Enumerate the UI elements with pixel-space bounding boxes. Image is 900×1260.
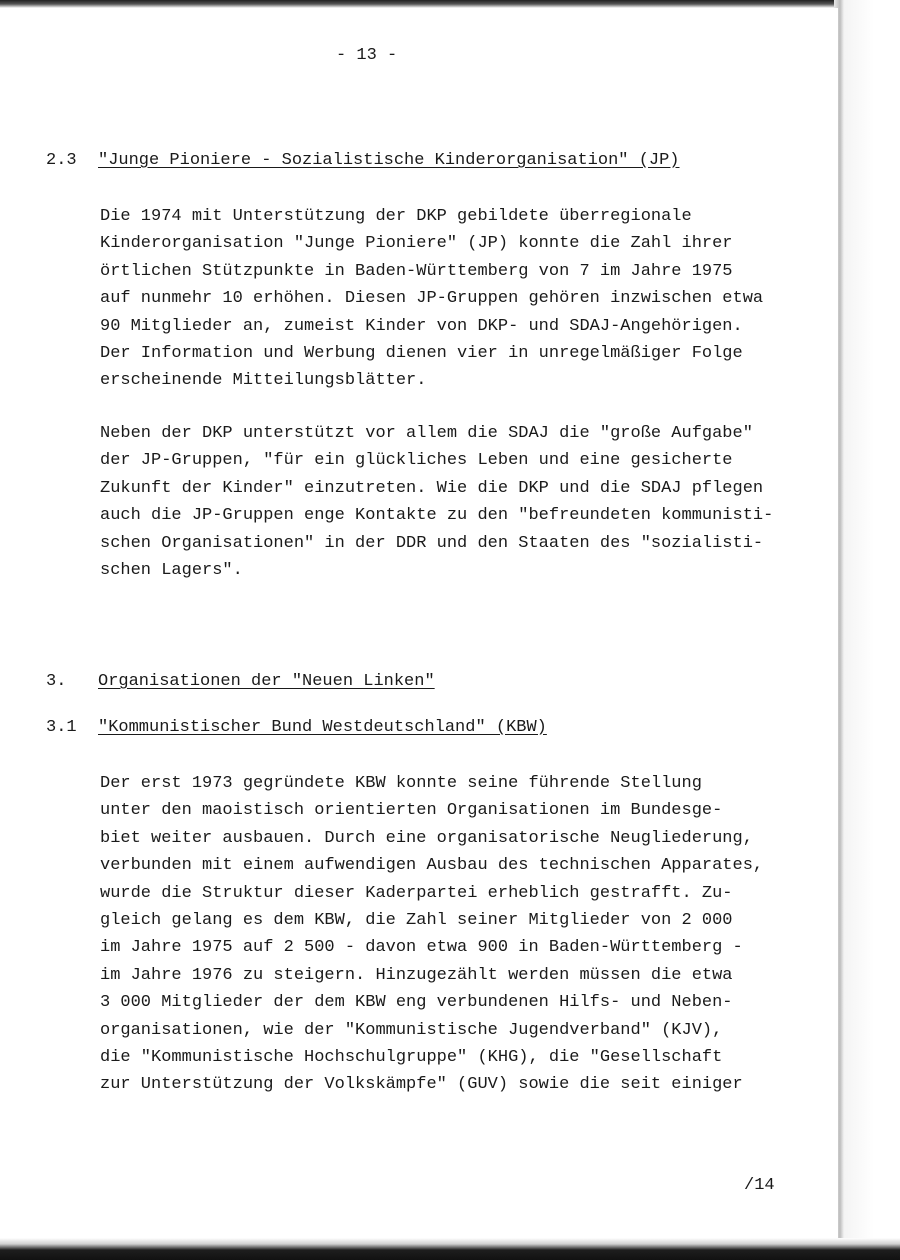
text-line: schen Lagers". xyxy=(100,561,243,581)
section-heading-3-1 xyxy=(46,718,547,737)
text-line: erscheinende Mitteilungsblätter. xyxy=(100,371,427,391)
section-heading-3 xyxy=(46,672,435,691)
section-number: 2.3 xyxy=(46,151,77,170)
text-line: Kinderorganisation "Junge Pioniere" (JP) konnte die Zahl ihrer xyxy=(100,234,733,254)
text-line: im Jahre 1975 auf 2 500 - davon etwa 900 in Baden-Württemberg - xyxy=(100,938,743,958)
text-line: Die 1974 mit Unterstützung der DKP gebildete überregionale xyxy=(100,207,692,226)
text-line: wurde die Struktur dieser Kaderpartei erheblich gestrafft. Zu- xyxy=(100,883,733,903)
scan-border-right xyxy=(834,0,900,1260)
text-line: die "Kommunistische Hochschulgruppe" (KHG), die "Gesellschaft xyxy=(100,1048,723,1068)
section-title: "Junge Pioniere - Sozialistische Kinderorganisation" (JP) xyxy=(98,151,680,170)
text-line: auf nunmehr 10 erhöhen. Diesen JP-Gruppen gehören inzwischen etwa xyxy=(100,289,764,309)
paragraph-jp-organisation xyxy=(100,203,820,395)
text-line: Der erst 1973 gegründete KBW konnte seine führende Stellung xyxy=(100,774,702,793)
text-line: im Jahre 1976 zu steigern. Hinzugezählt werden müssen die etwa xyxy=(100,965,733,985)
section-heading-2-3 xyxy=(46,151,680,170)
text-line: gleich gelang es dem KBW, die Zahl seiner Mitglieder von 2 000 xyxy=(100,911,733,931)
text-line: schen Organisationen" in der DDR und den Staaten des "sozialisti- xyxy=(100,533,764,553)
text-line: Neben der DKP unterstützt vor allem die SDAJ die "große Aufgabe" xyxy=(100,424,753,443)
scan-border-bottom xyxy=(0,1238,900,1260)
paragraph-jp-support xyxy=(100,420,820,584)
text-line: verbunden mit einem aufwendigen Ausbau des technischen Apparates, xyxy=(100,856,764,876)
text-line: organisationen, wie der "Kommunistische Jugendverband" (KJV), xyxy=(100,1020,723,1040)
scan-border-top xyxy=(0,0,900,8)
text-line: auch die JP-Gruppen enge Kontakte zu den "befreundeten kommunisti- xyxy=(100,506,774,526)
section-title: "Kommunistischer Bund Westdeutschland" (KBW) xyxy=(98,718,547,737)
text-line: Zukunft der Kinder" einzutreten. Wie die DKP und die SDAJ pflegen xyxy=(100,478,764,498)
section-number: 3. xyxy=(46,672,67,691)
section-title: Organisationen der "Neuen Linken" xyxy=(98,672,435,691)
section-number: 3.1 xyxy=(46,718,77,737)
text-line: örtlichen Stützpunkte in Baden-Württemberg von 7 im Jahre 1975 xyxy=(100,261,733,281)
text-line: 90 Mitglieder an, zumeist Kinder von DKP- und SDAJ-Angehörigen. xyxy=(100,316,743,336)
text-line: der JP-Gruppen, "für ein glückliches Leben und eine gesicherte xyxy=(100,451,733,471)
page-number: - 13 - xyxy=(336,46,398,65)
text-line: unter den maoistisch orientierten Organisationen im Bundesge- xyxy=(100,801,723,821)
document-page xyxy=(0,8,838,1244)
text-line: zur Unterstützung der Volkskämpfe" (GUV) sowie die seit einiger xyxy=(100,1075,743,1095)
continuation-marker: /14 xyxy=(744,1176,775,1195)
text-line: biet weiter ausbauen. Durch eine organisatorische Neugliederung, xyxy=(100,828,753,848)
text-line: 3 000 Mitglieder der dem KBW eng verbundenen Hilfs- und Neben- xyxy=(100,993,733,1013)
text-line: Der Information und Werbung dienen vier in unregelmäßiger Folge xyxy=(100,344,743,364)
paragraph-kbw xyxy=(100,770,820,1099)
